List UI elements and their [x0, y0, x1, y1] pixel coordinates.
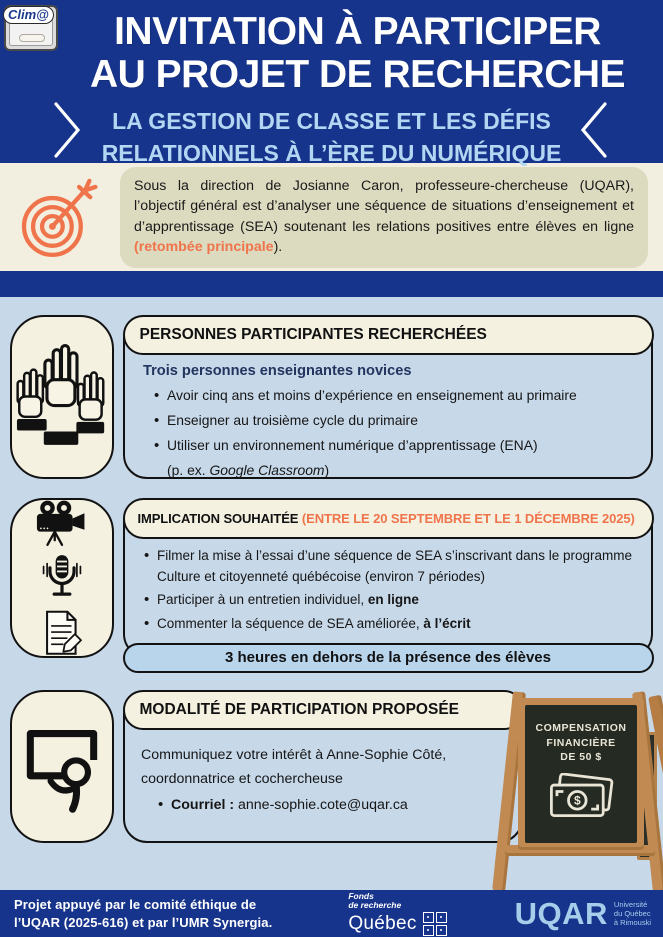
bullet-item: • Enseigner au troisième cycle du primaire: [167, 408, 639, 433]
card-participants-subtitle: Trois personnes enseignantes novices: [143, 363, 412, 379]
chevron-right-icon: [52, 101, 82, 159]
compensation-text: COMPENSATION FINANCIÈRE DE 50 $: [535, 722, 627, 763]
page-subtitle: [0, 105, 663, 169]
card-implication-icon-box: [10, 498, 114, 658]
clima-logo-text: Clim@: [3, 6, 54, 24]
microphone-icon: [36, 553, 88, 604]
objective-text-end: ).: [273, 239, 283, 255]
card-modality-title: MODALITÉ DE PARTICIPATION PROPOSÉE: [123, 690, 524, 730]
bullet-item: • Avoir cinq ans et moins d’expérience en enseignement au primaire: [167, 383, 639, 408]
video-camera-icon: [29, 500, 95, 548]
card-implication-title: IMPLICATION SOUHAITÉE (ENTRE LE 20 SEPTEMBRE ET LE 1 DÉCEMBRE 2025): [123, 498, 654, 539]
subtitle-line-1: LA GESTION DE CLASSE ET LES DÉFIS: [112, 108, 551, 134]
implication-date-range: (ENTRE LE 20 SEPTEMBRE ET LE 1 DÉCEMBRE 2025): [301, 510, 635, 526]
card-participants: [10, 315, 653, 479]
time-commitment-band: 3 heures en dehors de la présence des élèves: [123, 643, 654, 673]
objective-section: [0, 163, 663, 271]
card-modality-bullets: [141, 793, 509, 817]
objective-text: Sous la direction de Josianne Caron, professeure-chercheuse (UQAR), l’objectif général est d’analyser une séquence de situations d’enseignement et d’apprentissage (SEA) soutenant les relations positives entre élèves en ligne: [134, 177, 634, 235]
blue-divider: [0, 271, 663, 297]
clima-logo: [4, 5, 60, 55]
title-line-1: INVITATION À PARTICIPER: [114, 10, 601, 53]
bullet-item: • Commenter la séquence de SEA améliorée, à l’écrit: [157, 614, 639, 635]
objective-highlight: (retombée principale: [134, 239, 274, 255]
card-modality-icon-box: [10, 690, 114, 843]
card-implication-bullets: [141, 546, 639, 634]
ethics-note: Projet appuyé par le comité éthique de l’UQAR (2025-616) et par l’UMR Synergia.: [14, 896, 273, 930]
frq-name: Québec: [348, 912, 417, 934]
frq-logo: Fonds de recherche Québec: [348, 892, 446, 936]
card-participants-body: [123, 315, 653, 479]
chalkboard-frame: [518, 698, 644, 850]
chevron-left-icon: [579, 101, 609, 159]
presenter-board-icon: [18, 715, 106, 819]
header: [0, 0, 663, 166]
contact-email: anne-sophie.cote@uqar.ca: [238, 797, 408, 813]
card-implication-body: [123, 498, 653, 666]
card-implication: [10, 498, 653, 666]
document-pencil-icon: [39, 609, 85, 657]
quebec-flag-icon: [423, 912, 447, 936]
bullet-item: • Utiliser un environnement numérique d’apprentissage (ENA): [167, 433, 639, 458]
contact-line-2: coordonnatrice et cochercheuse: [141, 771, 343, 787]
card-participants-icon-box: [10, 315, 114, 479]
uqar-name: UQAR: [514, 895, 608, 931]
subtitle-line-2: RELATIONNELS À L’ÈRE DU NUMÉRIQUE: [101, 140, 562, 166]
contact-line-1: Communiquez votre intérêt à Anne-Sophie Côté,: [141, 747, 447, 763]
card-modality-body: [123, 690, 523, 843]
bullet-item: • Filmer la mise à l’essai d’une séquence de SEA s’inscrivant dans le programme Culture et citoyenneté québécoise (environ 7 périodes): [157, 546, 639, 587]
title-line-2: AU PROJET DE RECHERCHE: [89, 53, 626, 96]
raised-hands-icon: [16, 337, 108, 457]
page-title: [0, 0, 663, 96]
bullet-continuation: (p. ex. Google Classroom): [167, 462, 330, 478]
ena-example: Google Classroom: [209, 462, 325, 478]
bullet-item: • Participer à un entretien individuel, en ligne: [157, 590, 639, 611]
compensation-chalkboard: [505, 690, 659, 896]
footer: [0, 890, 663, 937]
bullet-item: • Courriel : anne-sophie.cote@uqar.ca: [171, 793, 509, 817]
objective-text-box: [120, 167, 648, 268]
card-participants-bullets: [141, 383, 639, 458]
card-participants-title: PERSONNES PARTICIPANTES RECHERCHÉES: [123, 315, 654, 355]
target-dart-icon: [18, 173, 104, 261]
money-banknote-icon: [544, 773, 618, 823]
uqar-logo: UQAR Université du Québec à Rimouski: [514, 895, 651, 931]
svg-text:$: $: [573, 792, 581, 807]
